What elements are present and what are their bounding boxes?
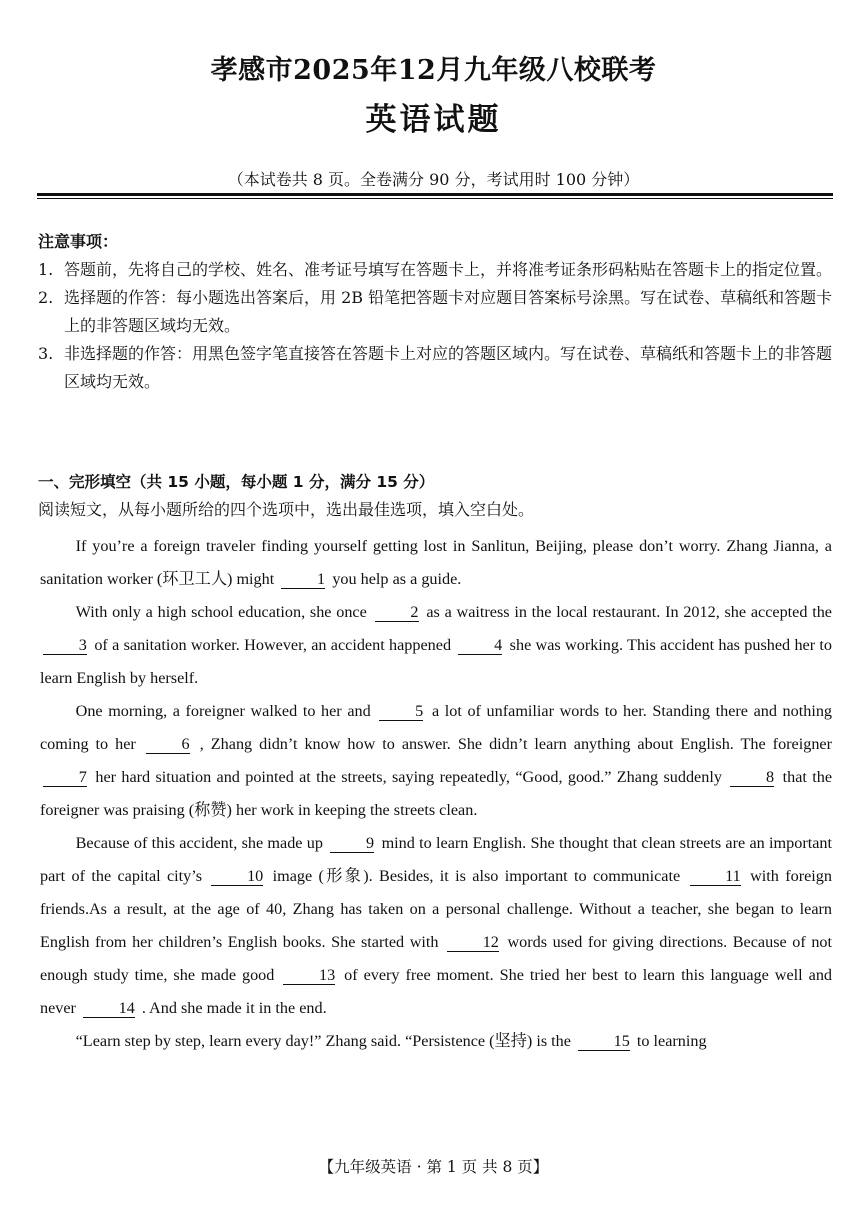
- passage-text: One morning, a foreigner walked to her and: [75, 702, 371, 720]
- cloze-blank: 10: [211, 867, 263, 886]
- notice-number: 2.: [38, 288, 54, 307]
- cloze-blank: 3: [43, 636, 87, 655]
- cloze-blank: 7: [43, 768, 87, 787]
- cloze-blank: 11: [690, 867, 741, 886]
- passage-paragraph: [40, 695, 832, 827]
- passage-paragraph: [40, 596, 832, 695]
- cloze-blank: 9: [330, 834, 374, 853]
- passage-text: with foreign friends.As a result, at the age of 40, Zhang has taken on a personal challenge. Without a teacher, she began to learn English from her children’s English books. She started with: [40, 867, 832, 951]
- passage-paragraph: [40, 827, 832, 1025]
- passage-paragraph: [40, 530, 832, 596]
- passage-text: . And she made it in the end.: [141, 999, 327, 1017]
- notice-block: [38, 228, 834, 396]
- notice-item: [38, 284, 834, 340]
- page-footer: 【九年级英语 · 第 1 页 共 8 页】: [318, 1158, 549, 1176]
- header-rule-thin: [37, 198, 833, 199]
- cloze-blank: 8: [730, 768, 774, 787]
- exam-info: （本试卷共 8 页。全卷满分 90 分，考试用时 100 分钟）: [227, 170, 640, 189]
- passage-text: image (形象). Besides, it is also important to communicate: [272, 867, 681, 885]
- section-instruction: 阅读短文，从每小题所给的四个选项中，选出最佳选项，填入空白处。: [38, 500, 535, 519]
- cloze-blank: 12: [447, 933, 499, 952]
- passage-text: mind to learn English. She thought that clean streets are an important part of the capital city’s: [40, 834, 832, 885]
- notice-text: 答题前，先将自己的学校、姓名、准考证号填写在答题卡上，并将准考证条形码粘贴在答题卡上的指定位置。: [64, 260, 833, 279]
- passage-text: to learning: [636, 1032, 707, 1050]
- passage-text: With only a high school education, she once: [75, 603, 367, 621]
- passage-text: her hard situation and pointed at the streets, saying repeatedly, “Good, good.” Zhang suddenly: [95, 768, 722, 786]
- exam-title: 孝感市2025年12月九年级八校联考: [210, 55, 657, 86]
- passage-text: she was working. This accident has pushed her to learn English by herself.: [40, 636, 833, 687]
- notice-number: 3.: [38, 344, 54, 363]
- passage-paragraph: [40, 1025, 832, 1058]
- passage-text: words used for giving directions. Because of not enough study time, she made good: [40, 933, 833, 984]
- cloze-blank: 15: [578, 1032, 630, 1051]
- cloze-blank: 14: [83, 999, 135, 1018]
- notice-item: [38, 340, 834, 396]
- passage-text: “Learn step by step, learn every day!” Zhang said. “Persistence (坚持) is the: [75, 1032, 571, 1050]
- notice-text: 选择题的作答：每小题选出答案后，用 2B 铅笔把答题卡对应题目答案标号涂黑。写在试卷、草稿纸和答题卡上的非答题区域均无效。: [64, 288, 833, 335]
- passage-text: a lot of unfamiliar words to her. Standing there and nothing coming to her: [40, 702, 833, 753]
- cloze-blank: 4: [458, 636, 502, 655]
- header-rule-thick: [37, 193, 833, 196]
- cloze-section: [38, 468, 834, 524]
- notice-item: [38, 256, 834, 284]
- cloze-blank: 13: [283, 966, 335, 985]
- subject-title: 英语试题: [365, 102, 502, 138]
- notice-number: 1.: [38, 260, 54, 279]
- cloze-passage: [40, 530, 832, 1058]
- section-heading: 一、完形填空（共 15 小题，每小题 1 分，满分 15 分）: [38, 473, 435, 491]
- passage-text: If you’re a foreign traveler finding yourself getting lost in Sanlitun, Beijing, please don’t worry. Zhang Jianna, a sanitation worker (环卫工人) might: [40, 537, 832, 588]
- cloze-blank: 2: [375, 603, 419, 622]
- passage-text: , Zhang didn’t know how to answer. She didn’t learn anything about English. The foreigner: [199, 735, 832, 753]
- cloze-blank: 1: [281, 570, 325, 589]
- passage-text: you help as a guide.: [332, 570, 462, 588]
- passage-text: as a waitress in the local restaurant. In 2012, she accepted the: [426, 603, 832, 621]
- passage-text: that the foreigner was praising (称赞) her work in keeping the streets clean.: [40, 768, 833, 819]
- passage-text: of every free moment. She tried her best to learn this language well and never: [40, 966, 833, 1017]
- passage-text: Because of this accident, she made up: [75, 834, 323, 852]
- passage-text: of a sanitation worker. However, an accident happened: [94, 636, 452, 654]
- cloze-blank: 5: [379, 702, 423, 721]
- notice-text: 非选择题的作答：用黑色签字笔直接答在答题卡上对应的答题区域内。写在试卷、草稿纸和答题卡上的非答题区域均无效。: [64, 344, 833, 391]
- notice-heading: 注意事项：: [38, 232, 119, 251]
- cloze-blank: 6: [146, 735, 190, 754]
